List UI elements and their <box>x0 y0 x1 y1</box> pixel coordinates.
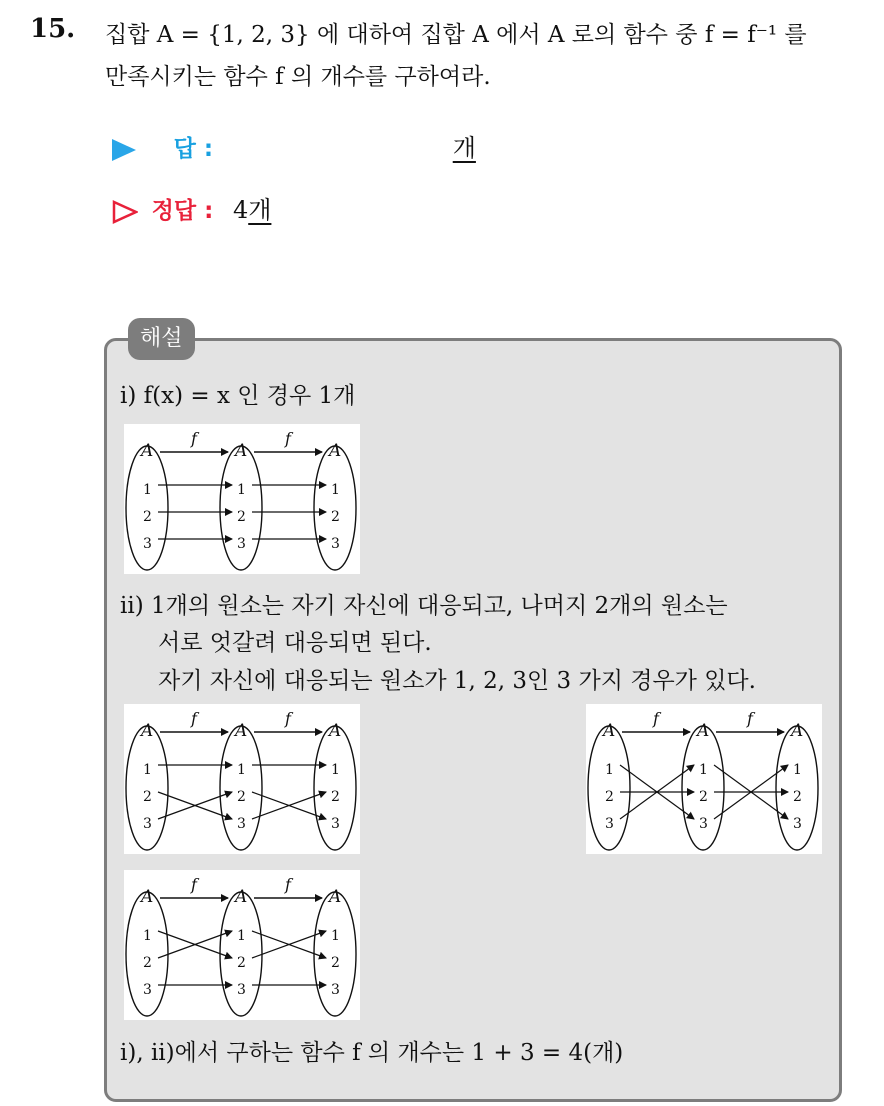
function-label-1: f <box>191 709 197 728</box>
element-2-2: 2 <box>237 955 246 971</box>
correct-answer-label: 정답 : <box>151 198 214 224</box>
mapping-diagram-1 <box>124 424 360 574</box>
element-3-3: 3 <box>331 816 340 832</box>
element-2-3: 3 <box>237 816 246 832</box>
element-2-3: 3 <box>237 536 246 552</box>
set-label-1: A <box>141 441 154 461</box>
set-label-1: A <box>603 721 616 741</box>
question-text-line1: 집합 A = {1, 2, 3} 에 대하여 집합 A 에서 A 로의 함수 중 f = f⁻¹ 를 <box>105 22 807 48</box>
element-2-2: 2 <box>237 789 246 805</box>
element-1-1: 1 <box>143 762 152 778</box>
function-label-1: f <box>191 875 197 894</box>
element-2-1: 1 <box>237 762 246 778</box>
set-label-2: A <box>235 721 248 741</box>
function-label-2: f <box>285 429 291 448</box>
set-label-2: A <box>235 441 248 461</box>
element-2-2: 2 <box>699 789 708 805</box>
answer-row <box>112 128 476 163</box>
question-number: 15. <box>30 14 76 44</box>
element-3-3: 3 <box>331 536 340 552</box>
element-2-3: 3 <box>237 982 246 998</box>
element-3-3: 3 <box>793 816 802 832</box>
solution-line-ii-1: ii) 1개의 원소는 자기 자신에 대응되고, 나머지 2개의 원소는 <box>120 593 728 619</box>
correct-answer-row <box>112 190 271 225</box>
solution-conclusion: i), ii)에서 구하는 함수 f 의 개수는 1 + 3 = 4(개) <box>120 1040 624 1066</box>
element-3-2: 2 <box>331 955 340 971</box>
element-3-3: 3 <box>331 982 340 998</box>
function-label-1: f <box>653 709 659 728</box>
element-3-1: 1 <box>331 762 340 778</box>
mapping-diagram-2 <box>124 704 360 854</box>
element-3-2: 2 <box>331 509 340 525</box>
function-label-2: f <box>285 875 291 894</box>
answer-marker-icon <box>112 139 136 161</box>
set-label-3: A <box>791 721 804 741</box>
element-1-1: 1 <box>143 482 152 498</box>
element-1-1: 1 <box>143 928 152 944</box>
set-label-1: A <box>141 721 154 741</box>
set-label-2: A <box>697 721 710 741</box>
answer-unit: 개 <box>452 134 476 162</box>
set-label-2: A <box>235 887 248 907</box>
set-label-1: A <box>141 887 154 907</box>
set-label-3: A <box>329 441 342 461</box>
element-1-2: 2 <box>143 955 152 971</box>
function-label-2: f <box>285 709 291 728</box>
set-label-3: A <box>329 721 342 741</box>
element-3-2: 2 <box>793 789 802 805</box>
element-3-1: 1 <box>331 482 340 498</box>
element-2-1: 1 <box>699 762 708 778</box>
element-1-2: 2 <box>143 789 152 805</box>
element-3-2: 2 <box>331 789 340 805</box>
element-2-2: 2 <box>237 509 246 525</box>
question-text-line2: 만족시키는 함수 f 의 개수를 구하여라. <box>105 64 491 90</box>
element-2-1: 1 <box>237 482 246 498</box>
element-1-1: 1 <box>605 762 614 778</box>
element-3-1: 1 <box>793 762 802 778</box>
element-1-3: 3 <box>143 816 152 832</box>
function-label-1: f <box>191 429 197 448</box>
mapping-diagram-4 <box>124 870 360 1020</box>
element-1-3: 3 <box>605 816 614 832</box>
correct-answer-unit: 개 <box>248 196 272 224</box>
element-3-1: 1 <box>331 928 340 944</box>
element-1-3: 3 <box>143 982 152 998</box>
correct-answer-value: 4 <box>232 196 249 224</box>
function-label-2: f <box>747 709 753 728</box>
solution-tab: 해설 <box>128 318 195 360</box>
answer-label: 답 : <box>173 136 214 162</box>
element-1-2: 2 <box>605 789 614 805</box>
element-1-2: 2 <box>143 509 152 525</box>
solution-line-ii-3: 자기 자신에 대응되는 원소가 1, 2, 3인 3 가지 경우가 있다. <box>158 668 756 694</box>
mapping-diagram-3 <box>586 704 822 854</box>
solution-line-ii-2: 서로 엇갈려 대응되면 된다. <box>158 630 432 656</box>
element-2-3: 3 <box>699 816 708 832</box>
correct-marker-icon <box>112 200 138 224</box>
element-2-1: 1 <box>237 928 246 944</box>
solution-line-i: i) f(x) = x 인 경우 1개 <box>120 383 356 409</box>
element-1-3: 3 <box>143 536 152 552</box>
set-label-3: A <box>329 887 342 907</box>
